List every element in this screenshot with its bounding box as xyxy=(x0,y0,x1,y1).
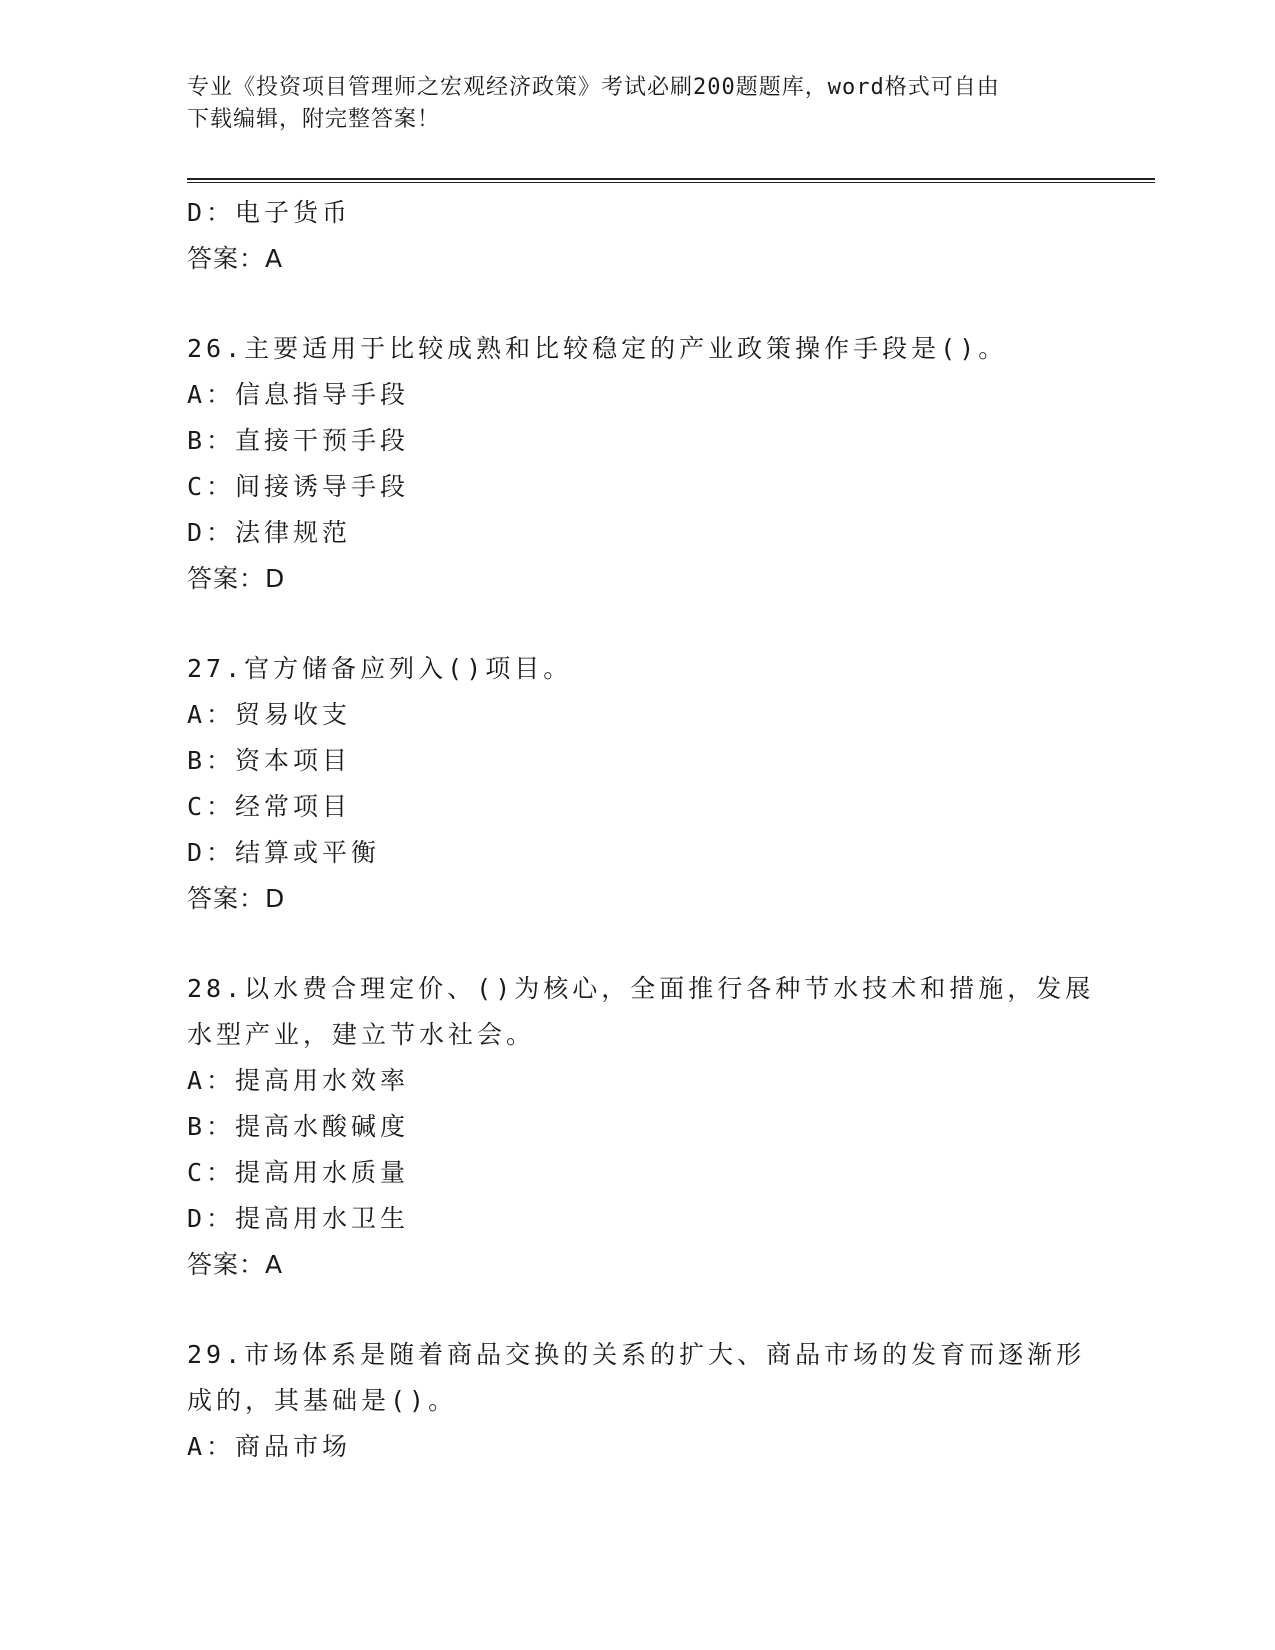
document-body xyxy=(187,190,1095,1470)
answer: 答案：D xyxy=(187,564,286,593)
option-a: A：提高用水效率 xyxy=(187,1066,410,1095)
question-gap xyxy=(187,922,1087,966)
question-28 xyxy=(187,966,1095,1288)
option-b: B：资本项目 xyxy=(187,746,352,775)
option-d: D：结算或平衡 xyxy=(187,838,381,867)
question-stem: 26.主要适用于比较成熟和比较稳定的产业政策操作手段是()。 xyxy=(187,334,1008,363)
document-header xyxy=(187,72,1087,136)
option-a: A：贸易收支 xyxy=(187,700,352,729)
option-c: C：提高用水质量 xyxy=(187,1158,410,1187)
answer: 答案：A xyxy=(187,244,284,273)
header-divider xyxy=(187,178,1155,183)
option-c: C：间接诱导手段 xyxy=(187,472,410,501)
question-gap xyxy=(187,602,1087,646)
header-line-1: 专业《投资项目管理师之宏观经济政策》考试必刷200题题库，word格式可自由 xyxy=(187,75,1000,100)
question-gap xyxy=(187,1288,1087,1332)
question-stem: 27.官方储备应列入()项目。 xyxy=(187,654,573,683)
option-a: A：商品市场 xyxy=(187,1432,352,1461)
option-a: A：信息指导手段 xyxy=(187,380,410,409)
question-26 xyxy=(187,326,1087,602)
question-stem-line-2: 水型产业，建立节水社会。 xyxy=(187,1020,536,1049)
answer: 答案：A xyxy=(187,1250,284,1279)
question-27 xyxy=(187,646,1087,922)
question-29 xyxy=(187,1332,1087,1470)
header-line-2: 下载编辑，附完整答案！ xyxy=(187,107,441,132)
option-c: C：经常项目 xyxy=(187,792,352,821)
option-d: D：提高用水卫生 xyxy=(187,1204,410,1233)
option-b: B：提高水酸碱度 xyxy=(187,1112,410,1141)
question-gap xyxy=(187,282,1087,326)
option-d: D：法律规范 xyxy=(187,518,352,547)
option-d: D：电子货币 xyxy=(187,198,352,227)
question-stem-line-1: 28.以水费合理定价、()为核心，全面推行各种节水技术和措施，发展 xyxy=(187,974,1095,1003)
option-b: B：直接干预手段 xyxy=(187,426,410,455)
question-stem-line-1: 29.市场体系是随着商品交换的关系的扩大、商品市场的发育而逐渐形 xyxy=(187,1340,1086,1369)
question-stem-line-2: 成的，其基础是()。 xyxy=(187,1386,458,1415)
answer: 答案：D xyxy=(187,884,286,913)
